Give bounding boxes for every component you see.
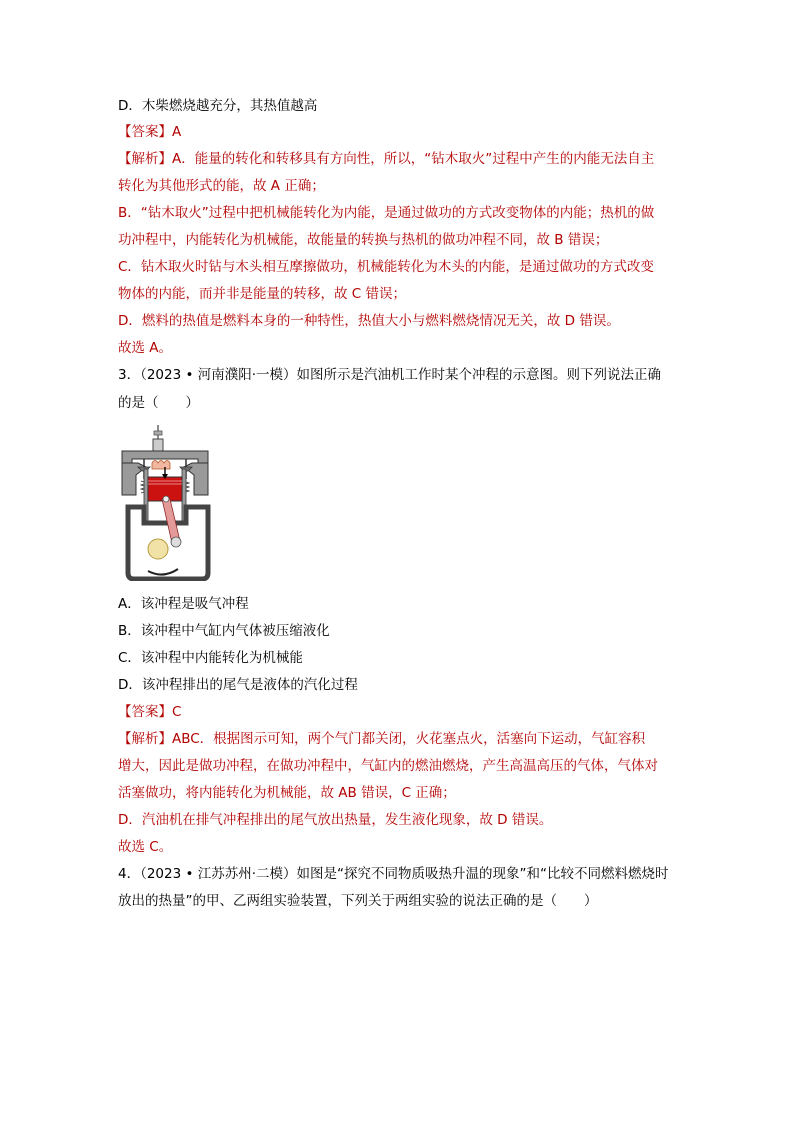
spark-plug-body xyxy=(153,439,163,451)
analysis-q3-line4: D．汽油机在排气冲程排出的尾气放出热量，发生液化现象，故 D 错误。 xyxy=(118,812,553,828)
gasoline-engine-diagram xyxy=(118,423,218,581)
combustion-flame xyxy=(152,461,170,470)
option-d-q2: D．木柴燃烧越充分，其热值越高 xyxy=(118,98,318,114)
conclusion-q3: 故选 C。 xyxy=(118,839,173,855)
question-4-stem-line2: 放出的热量”的甲、乙两组实验装置，下列关于两组实验的说法正确的是（ ） xyxy=(118,893,598,909)
analysis-q2-line6: 物体的内能，而并非是能量的转移，故 C 错误； xyxy=(118,286,407,302)
analysis-q3-line1: 【解析】ABC．根据图示可知，两个气门都关闭，火花塞点火，活塞向下运动，气缸容积 xyxy=(118,731,646,747)
analysis-q3-line2: 增大，因此是做功冲程，在做功冲程中，气缸内的燃油燃烧，产生高温高压的气体，气体对 xyxy=(118,758,658,774)
analysis-q2-line1: 【解析】A．能量的转化和转移具有方向性，所以，“钻木取火”过程中产生的内能无法自主 xyxy=(118,151,655,167)
analysis-q2-line7: D．燃料的热值是燃料本身的一种特性，热值大小与燃料燃烧情况无关，故 D 错误。 xyxy=(118,313,620,329)
engine-stroke-figure xyxy=(118,423,218,581)
option-c-q3: C．该冲程中内能转化为机械能 xyxy=(118,650,303,666)
answer-q2: 【答案】A xyxy=(118,124,182,140)
question-3-stem-line1: 3．（2023 • 河南濮阳·一模）如图所示是汽油机工作时某个冲程的示意图。则下列说法正确 xyxy=(118,367,662,383)
question-3-stem-line2: 的是（ ） xyxy=(118,395,199,411)
conclusion-q2: 故选 A。 xyxy=(118,340,173,356)
option-b-q3: B．该冲程中气缸内气体被压缩液化 xyxy=(118,623,330,639)
option-d-q3: D．该冲程排出的尾气是液体的汽化过程 xyxy=(118,677,358,693)
piston-pin xyxy=(163,496,169,502)
analysis-q2-line3: B．“钻木取火”过程中把机械能转化为内能，是通过做功的方式改变物体的内能；热机的做 xyxy=(118,205,655,221)
option-a-q3: A．该冲程是吸气冲程 xyxy=(118,596,249,612)
analysis-q2-line5: C．钻木取火时钻与木头相互摩擦做功，机械能转化为木头的内能，是通过做功的方式改变 xyxy=(118,259,654,275)
answer-q3: 【答案】C xyxy=(118,704,182,720)
crank-flywheel xyxy=(148,539,168,559)
crank-pin xyxy=(171,537,181,547)
spark-plug-cap xyxy=(154,431,162,435)
question-4-stem-line1: 4．（2023 • 江苏苏州·二模）如图是“探究不同物质吸热升温的现象”和“比较不同燃料燃烧时 xyxy=(118,866,669,882)
analysis-q2-line2: 转化为其他形式的能，故 A 正确； xyxy=(118,178,325,194)
analysis-q2-line4: 功冲程中，内能转化为机械能，故能量的转换与热机的做功冲程不同，故 B 错误； xyxy=(118,232,609,248)
analysis-q3-line3: 活塞做功，将内能转化为机械能，故 AB 错误，C 正确； xyxy=(118,785,456,801)
